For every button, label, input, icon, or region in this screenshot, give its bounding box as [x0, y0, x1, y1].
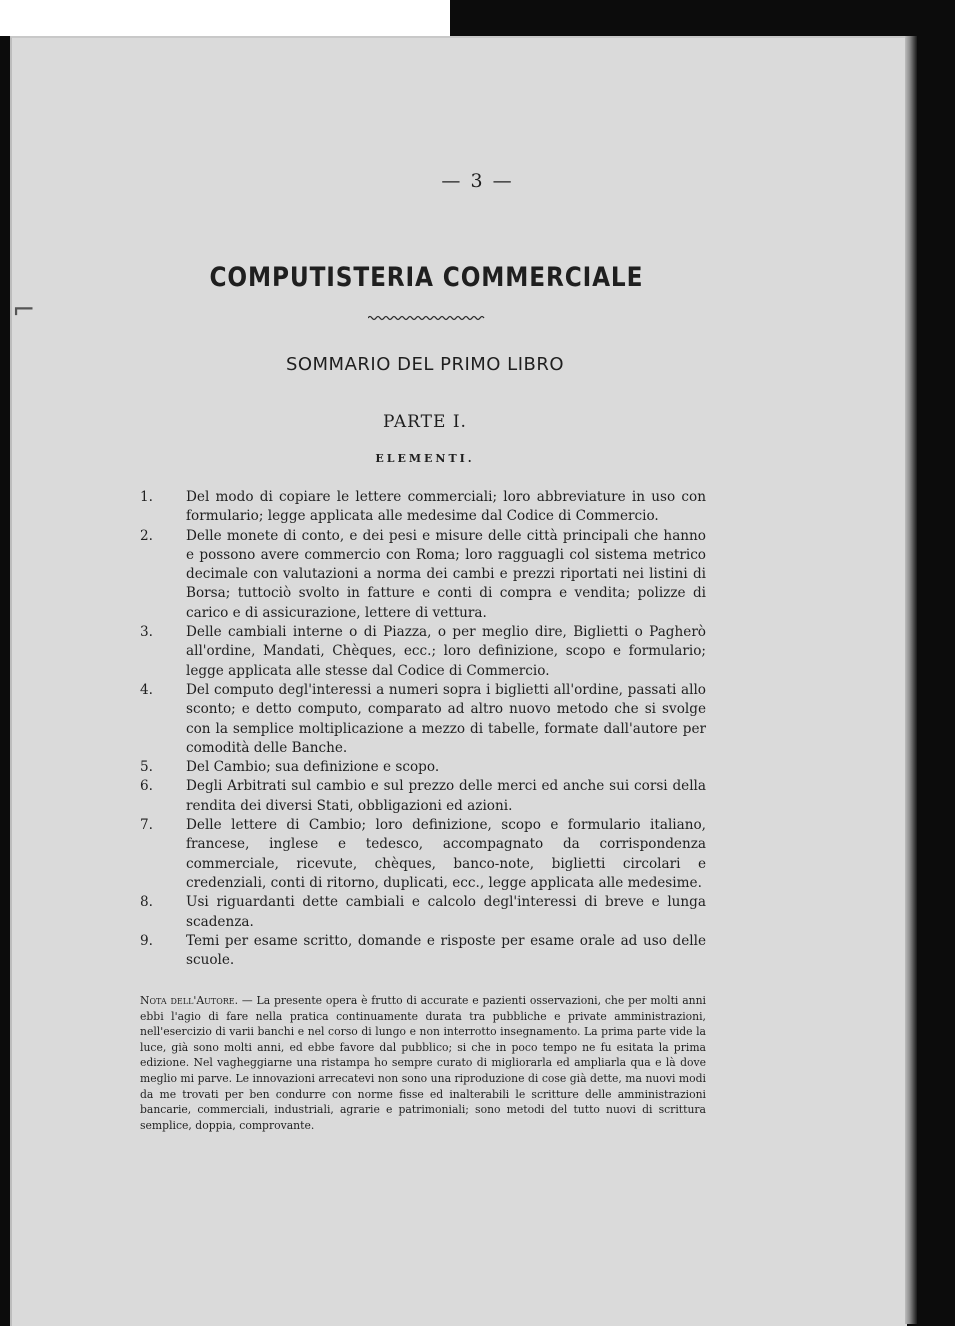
list-item [140, 777, 706, 816]
list-item [140, 816, 706, 893]
item-number: 5. [140, 759, 153, 776]
item-number: 3. [140, 624, 153, 641]
book-title: COMPUTISTERIA COMMERCIALE [209, 262, 644, 293]
item-text: Del modo di copiare le lettere commerciali; loro abbreviature in uso con formulario; legge applicata alle medesime dal Codice di Commercio. [186, 489, 706, 525]
item-text: Delle lettere di Cambio; loro definizione, scopo e formulario italiano, francese, inglese e tedesco, accompagnato da corrispondenza commerciale, ricevute, chèques, banco-note, biglietti circolari e credenziali, conti di ritorno, duplicati, ecc., legge applicata alle medesime. [186, 817, 706, 891]
item-number: 7. [140, 817, 153, 834]
author-note-text: — La presente opera è frutto di accurate e pazienti osservazioni, che per molti anni ebbi l'agio di fare nella pratica continuamente durata tra pubbliche e private amministrazioni, nell'esercizio di varii banchi e nel corso di lungo e non interrotto insegnamento. La prima parte vide la luce, già sono molti anni, ed ebbe favore dal pubblico; si che in poco tempo ne fu esitata la prima edizione. Nel vagheggiarne una ristampa ho sempre curato di migliorarla ed ampliarla qua e là dove meglio mi parve. Le innovazioni arrecatevi non sono una riproduzione di cose già dette, ma nuovi modi da me trovati per ben condurre con norme fisse ed inalterabili le scritture delle amministrazioni bancarie, commerciali, industriali, agrarie e patrimoniali; sono metodi del tutto nuovi di scrittura semplice, doppia, comprovante. [140, 994, 706, 1132]
list-item [140, 932, 706, 971]
list-item [140, 893, 706, 932]
author-note [140, 993, 706, 1133]
section-heading: ELEMENTI. [375, 452, 475, 465]
item-number: 9. [140, 932, 153, 949]
item-number: 6. [140, 778, 153, 795]
item-number: 1. [140, 489, 153, 505]
margin-mark: ⌐ [12, 293, 36, 326]
list-item [140, 758, 706, 777]
page-edge-shadow [905, 36, 917, 1324]
item-text: Delle monete di conto, e dei pesi e misure delle città principali che hanno e possono avere commercio con Roma; loro ragguagli col sistema metrico decimale con valutazioni a norma dei cambi e prezzi riportati nei listini di Borsa; tuttociò svolto in fatture e conti di compra e vendita; polizze di carico e di assicurazione, lettere di vettura. [186, 527, 706, 621]
list-item [140, 623, 706, 681]
scan-border-top [0, 0, 450, 36]
item-number: 4. [140, 681, 153, 698]
item-text: Delle cambiali interne o di Piazza, o per meglio dire, Biglietti o Pagherò all'ordine, Mandati, Chèques, ecc.; loro definizione, scopo e formulario; legge applicata alle stesse dal Codice di Commercio. [186, 624, 706, 679]
summary-heading: SOMMARIO DEL PRIMO LIBRO [285, 354, 565, 375]
part-heading: PARTE I. [383, 412, 467, 432]
item-text: Del computo degl'interessi a numeri sopra i biglietti all'ordine, passati allo sconto; e detto computo, comparato ad altro nuovo metodo che si svolge con la semplice moltiplicazione a mezzo di tabelle, formate dall'autore per comodità delle Banche. [186, 681, 706, 756]
item-text: Degli Arbitrati sul cambio e sul prezzo delle merci ed anche sui corsi della rendita dei diversi Stati, obbligazioni ed azioni. [186, 778, 706, 814]
item-text: Usi riguardanti dette cambiali e calcolo degl'interessi di breve e lunga scadenza. [186, 894, 706, 930]
author-note-label: Nota dell'Autore. [140, 994, 239, 1007]
page-number: — 3 — [441, 170, 514, 192]
item-number: 8. [140, 894, 153, 911]
decorative-wavy-rule [368, 314, 486, 322]
summary-list [140, 488, 706, 970]
list-item [140, 488, 706, 527]
item-number: 2. [140, 527, 153, 544]
list-item [140, 527, 706, 623]
list-item [140, 681, 706, 758]
item-text: Del Cambio; sua definizione e scopo. [186, 759, 440, 776]
item-text: Temi per esame scritto, domande e risposte per esame orale ad uso delle scuole. [186, 932, 706, 969]
